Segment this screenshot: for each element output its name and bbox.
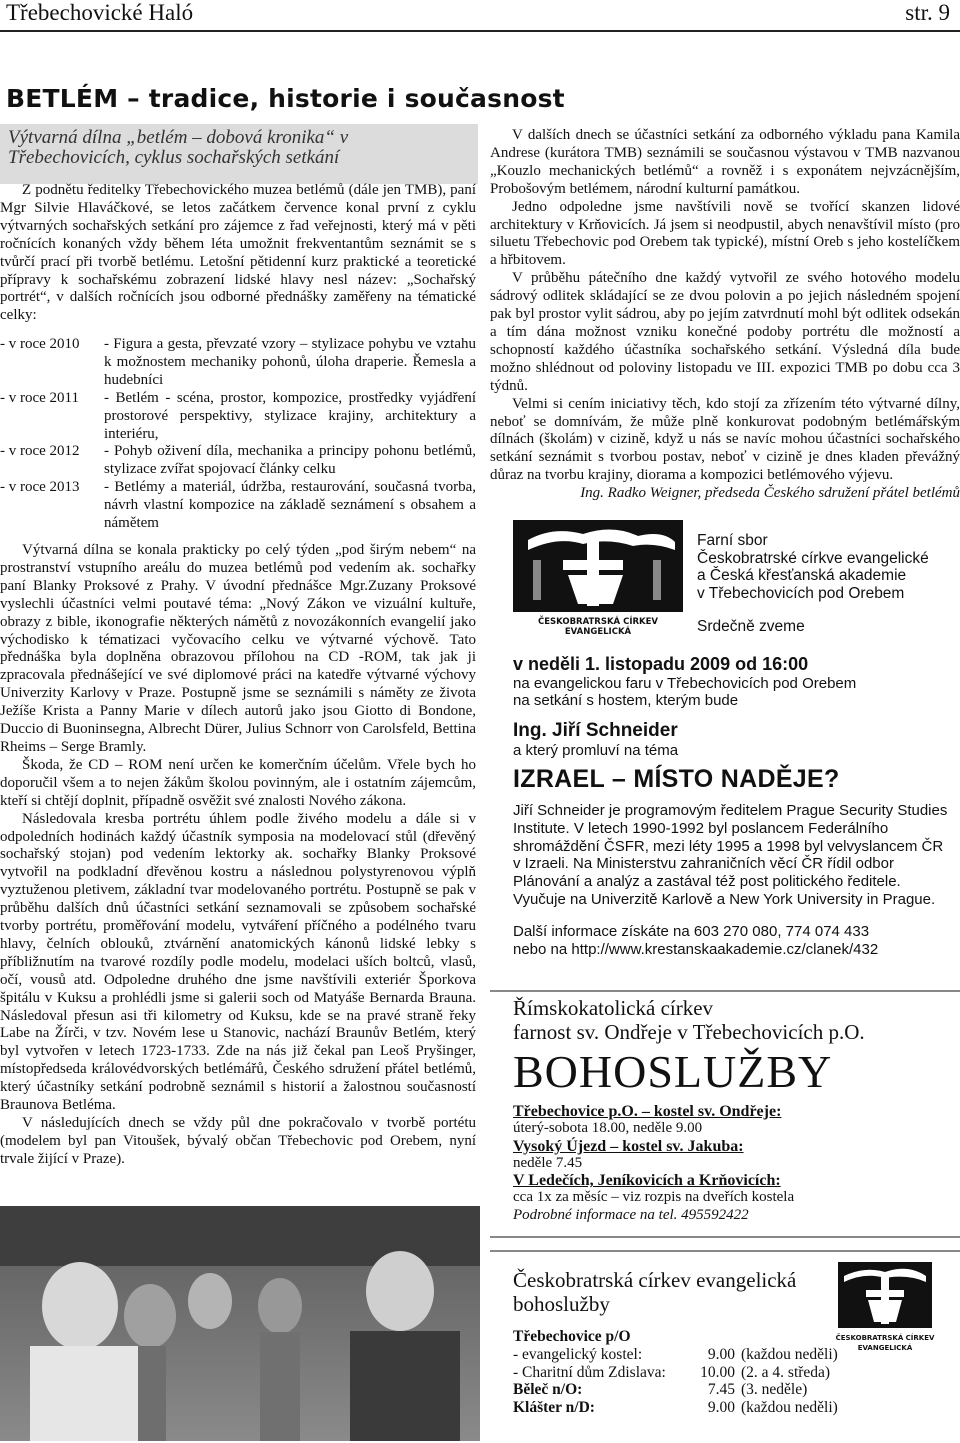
- church-logo: [513, 520, 683, 640]
- article-subtitle: Výtvarná dílna „betlém – dobová kronika“ v Třebechovicích, cyklus sochařských setkání: [8, 127, 349, 168]
- article-paragraph: Následovala kresba portrétu úhlem podle živého modelu a dále si v odpoledních hodinách každý účastník symposia na modelovací stůl (dřevěný sochařský stojan) pod vedením lektorky ak. sochařky Blanky Proksové vytvořil na podkladní dřevěnou kostru a následnou polystyrenovou výplň vyztuženou pletivem, základní tvar modelovaného portrétu. Postupně se pak v průběhu dalších dnů účastníci setkání seznamovali se způsobem sochařské tvorby portrétu, proměřování modelu, vytváření příčného a podélného tvaru hlavy, čelních oblouků, ztvárnění anatomických kánonů lidské lebky s příbližnutím na tvarové rozdíly podle modelu, modelaci uších boltců, vlasů, očí, vousů atd. Odpoledne druhého dne jsme navštívili exteriér Šporkova špitálu v Kuksu a prohlédli jsme si galerii soch od Matyáše Bernarda Brauna. Následoval přesun asi tři kilometry od Kuksu, kde se na pravé straně řeky Labe na Žírči, v tzv. Novém lese u Stanovic, nachází Braunův Betlém, který byl vytvořen v letech 1723-1733. Zde na nás již čekal pan Leoš Pryšinger, místopředseda královédvorských betlémářů, Českého sdružení přátel betlémů, který účastníky setkání podrobně seznámil s historií a žalostnou současností Braunova Betléma.: [0, 810, 476, 1114]
- speaker-bio: Jiří Schneider je programovým ředitelem Prague Security Studies Institute. V letech 1990-1992 byl poslancem Federálního shromáždění ČSFR, mezi léty 1995 a 1998 byl velvyslancem ČR v Izraeli. Na Ministerstvu zahraničních věcí ČR řídil odbor Plánování a analýz a zastával též post politického ředitele. Vyučuje na Univerzitě Karlově a New York University in Prague.: [513, 802, 948, 908]
- schedule-row: [513, 1399, 953, 1417]
- schedule-row: [513, 1381, 953, 1399]
- schedule-note: (každou neděli): [741, 1399, 838, 1417]
- article-title: BETLÉM – tradice, historie i současnost: [6, 84, 565, 113]
- greeting: Srdečně zveme: [697, 618, 805, 635]
- year-row: [0, 336, 476, 390]
- contact-phone: Další informace získáte na 603 270 080, 774 074 433: [513, 923, 870, 940]
- event-place-note: na setkání s hostem, kterým bude: [513, 692, 739, 709]
- year-label: - v roce 2013: [0, 479, 80, 496]
- newspaper-name: Třebechovické Haló: [6, 0, 194, 25]
- schedule-row: [513, 1346, 953, 1364]
- catholic-schedule: [513, 1103, 953, 1224]
- location-heading: V Ledečích, Jeníkovicích a Krňovicích:: [513, 1172, 781, 1190]
- location-heading: Vysoký Újezd – kostel sv. Jakuba:: [513, 1137, 744, 1155]
- logo-caption: EVANGELICKÁ: [857, 1344, 913, 1352]
- speaker-name: Ing. Jiří Schneider: [513, 720, 678, 741]
- location-times: úterý-sobota 18.00, neděle 9.00: [513, 1120, 703, 1137]
- location-times: neděle 7.45: [513, 1154, 583, 1171]
- schedule-place: Klášter n/D:: [513, 1399, 595, 1417]
- year-topic: - Betlém - scéna, prostor, kompozice, prostředky vyjádření prostorové perspektivy, stylizace krajiny, architektury a interiéru,: [104, 389, 476, 442]
- year-row: [0, 443, 476, 479]
- year-label: - v roce 2011: [0, 389, 79, 406]
- organizer-line: Českobratrské církve evangelické: [697, 549, 929, 567]
- article-paragraph: Jedno odpoledne jsme navštívili nově se tvořící skanzen lidové architektury v Krňovicích. Já jsem si neodpustil, abych nenavštívil místo (pro siluetu Třebechovic pod Orebem tak typické), místní Oreb s jeho kostelíčkem a hřbitovem.: [490, 198, 960, 269]
- parish-heading: [513, 996, 865, 1044]
- schedule-time: 9.00: [707, 1345, 735, 1363]
- organizer-line: v Třebechovicích pod Orebem: [697, 584, 905, 602]
- logo-caption: ČESKOBRATRSKÁ CÍRKEV: [537, 617, 659, 627]
- year-label: - v roce 2012: [0, 443, 80, 460]
- lecture-topic: IZRAEL – MÍSTO NADĚJE?: [513, 765, 840, 793]
- speaker-note: a který promluví na téma: [513, 742, 679, 759]
- schedule-note: (2. a 4. středa): [741, 1363, 831, 1381]
- logo-caption: ČESKOBRATRSKÁ CÍRKEV: [835, 1334, 935, 1342]
- logo-caption: EVANGELICKÁ: [564, 627, 632, 637]
- cce-subtitle: bohoslužby: [513, 1292, 610, 1316]
- cce-schedule: [513, 1328, 953, 1417]
- schedule-time: 7.45: [707, 1381, 735, 1399]
- yearly-topics: [0, 336, 476, 533]
- organizer-line: a Česká křesťanská akademie: [697, 567, 907, 584]
- parish-name: farnost sv. Ondřeje v Třebechovicích p.O.: [513, 1020, 865, 1044]
- event-date: v neděli 1. listopadu 2009 od 16:00: [513, 654, 809, 674]
- article-signature: Ing. Radko Weigner, předseda Českého sdružení přátel betlémů: [580, 485, 960, 502]
- article-paragraph: Výtvarná dílna se konala prakticky po celý týden „pod širým nebem“ na prostranství vstupního areálu do muzea betlémů pod vedením ak. sochařky paní Blanky Proksové z Prahy. V úvodní přednášce Mgr.Zuzany Proksové vyslechli účastníci velmi poutavé téma: „Nový Zákon ve vizuální kultuře, obrazy z bible, ikonografie některých námětů z novozákonních evangelií jako východisko k tématizaci vyčovacího celku ve výtvarné výchově. Tato přednáška byla doplněna obrazovou přílohou na CD -ROM, tak jak ji zpracovala přednášející ve své diplomové práci na katedře výtvarné výchovy Univerzity Karlovy v Praze. Postupně jsme se seznámili s náměty ze života Ježíše Krista a Panny Marie v dílech autorů jako jsou Giotto di Bondone, Duccio di Buoninsegna, Albrecht Dürer, Julius Schnorr von Carolsfeld, Bettina Rheims – Serge Bramly.: [0, 542, 476, 755]
- header-rule: [0, 30, 960, 32]
- phone-note: Podrobné informace na tel. 495592422: [513, 1206, 749, 1223]
- event-place: na evangelickou faru v Třebechovicích pod Orebem: [513, 675, 857, 692]
- article-intro: [0, 182, 476, 325]
- article-column-left: [0, 542, 476, 1169]
- schedule-time: 10.00: [700, 1363, 735, 1381]
- church-name: Římskokatolická církev: [513, 996, 714, 1020]
- schedule-time: 9.00: [707, 1399, 735, 1417]
- location-heading: Třebechovice p.O. – kostel sv. Ondřeje:: [513, 1103, 782, 1120]
- intro-paragraph: Z podnětu ředitelky Třebechovického muzea betlémů (dále jen TMB), paní Mgr Silvie Hlaváčkové, se letos začátkem července konal první z cyklu výtvarných sochařských setkání pro zájemce z řad veřejnosti, který má v pěti ročnících konaných vždy během léta umožnit frekventantům seznámit se s tvůrčí prací při tvorbě betlému. Letošní pětidenní kurz praktické a teoretické přípravy k sochařskému zobrazení lidské hlavy nesl název: „Sochařský portrét“, v dalších ročnících jsou odborné přednášky zaměřeny na tématické celky:: [0, 182, 476, 324]
- organizer-line: Farní sbor: [697, 532, 768, 549]
- article-paragraph: V průběhu pátečního dne každý vytvořil ze svého hotového modelu sádrový odlitek skládající se ze dvou polovin a po jejich následném spojení pak byl prostor vylit sádrou, aby po jejím zatvrdnutí mohl být odlitek odsekán a tím dána možnost vzniku konečné podoby portrétu dle možností a schopností každého účastníka sochařského setkání. Výsledná díla bude možno shlédnout od poloviny listopadu ve III. expozici TMB po dobu cca 3 týdnů.: [490, 270, 960, 394]
- page-number: str. 9: [905, 0, 950, 25]
- article-paragraph: Velmi si cením iniciativy těch, kdo stojí za zřízením této výtvarné dílny, neboť se domnívám, že může plně konkurovat podobným betlémářským dílnách (školám) v cizině, když u nás se navíc mohou účastníci sochařského setkání seznámit s tvorbou postav, neboť v cizině je dnes kladen převážný důraz na tvorbu krajiny, diorama a kompozici betlémového výjevu.: [490, 395, 960, 484]
- year-row: [0, 479, 476, 533]
- contact-link[interactable]: nebo na http://www.krestanskaakademie.cz/clanek/432: [513, 940, 879, 958]
- cce-title: Českobratrská církev evangelická: [513, 1268, 797, 1292]
- schedule-note: (3. neděle): [741, 1381, 808, 1399]
- schedule-heading: Třebechovice p/O: [513, 1328, 631, 1345]
- year-topic: - Pohyb oživení díla, mechanika a principy pohonu betlémů, stylizace zvířat spojovací články celku: [104, 443, 476, 478]
- workshop-photo: [0, 1206, 480, 1441]
- schedule-note: (každou neděli): [741, 1345, 838, 1363]
- schedule-row: [513, 1364, 953, 1382]
- article-paragraph: Škoda, že CD – ROM není určen ke komerčním účelům. Vřele bych ho doporučil všem a to nejen žákům školou povinným, ale i ostatním zájemcům, kteří si chtějí doplnit, případně osvěžit své znalosti Nového zákona.: [0, 756, 476, 809]
- year-label: - v roce 2010: [0, 336, 80, 352]
- year-row: [0, 390, 476, 444]
- article-column-right: [490, 127, 960, 503]
- location-times: cca 1x za měsíc – viz rozpis na dveřích kostela: [513, 1189, 795, 1206]
- services-title: BOHOSLUŽBY: [513, 1046, 833, 1097]
- article-paragraph: V následujících dnech se vždy půl dne pokračovalo v tvorbě portétu (modelem byl pan Vitoušek, bývalý občan Třebechovic pod Orebem, nyní trvale žijící v Praze).: [0, 1115, 476, 1167]
- schedule-place: - evangelický kostel:: [513, 1345, 643, 1363]
- year-topic: - Figura a gesta, převzaté vzory – stylizace pohybu ve vztahu k možnostem mechaniky pohonů, úloha draperie. Řemesla a hudebníci: [104, 336, 476, 388]
- contact-info: [513, 923, 953, 959]
- schedule-place: Běleč n/O:: [513, 1381, 583, 1399]
- article-paragraph: V dalších dnech se účastníci setkání za odborného výkladu pana Kamila Andrese (kurátora TMB) seznámili se současnou výstavou v TMB nazvanou „Kouzlo mechanických betlémů“ a rovněž i s exponátem nejvzácnějším, Probošovým betlémem, národní kulturní památkou.: [490, 127, 960, 197]
- cce-heading: [513, 1268, 796, 1316]
- organizers: [697, 532, 929, 602]
- year-topic: - Betlémy a materiál, údržba, restaurování, současná tvorba, návrh vlastní kompozice na základě seznámení s obsahem a námětem: [104, 479, 476, 532]
- schedule-place: - Charitní dům Zdislava:: [513, 1363, 666, 1381]
